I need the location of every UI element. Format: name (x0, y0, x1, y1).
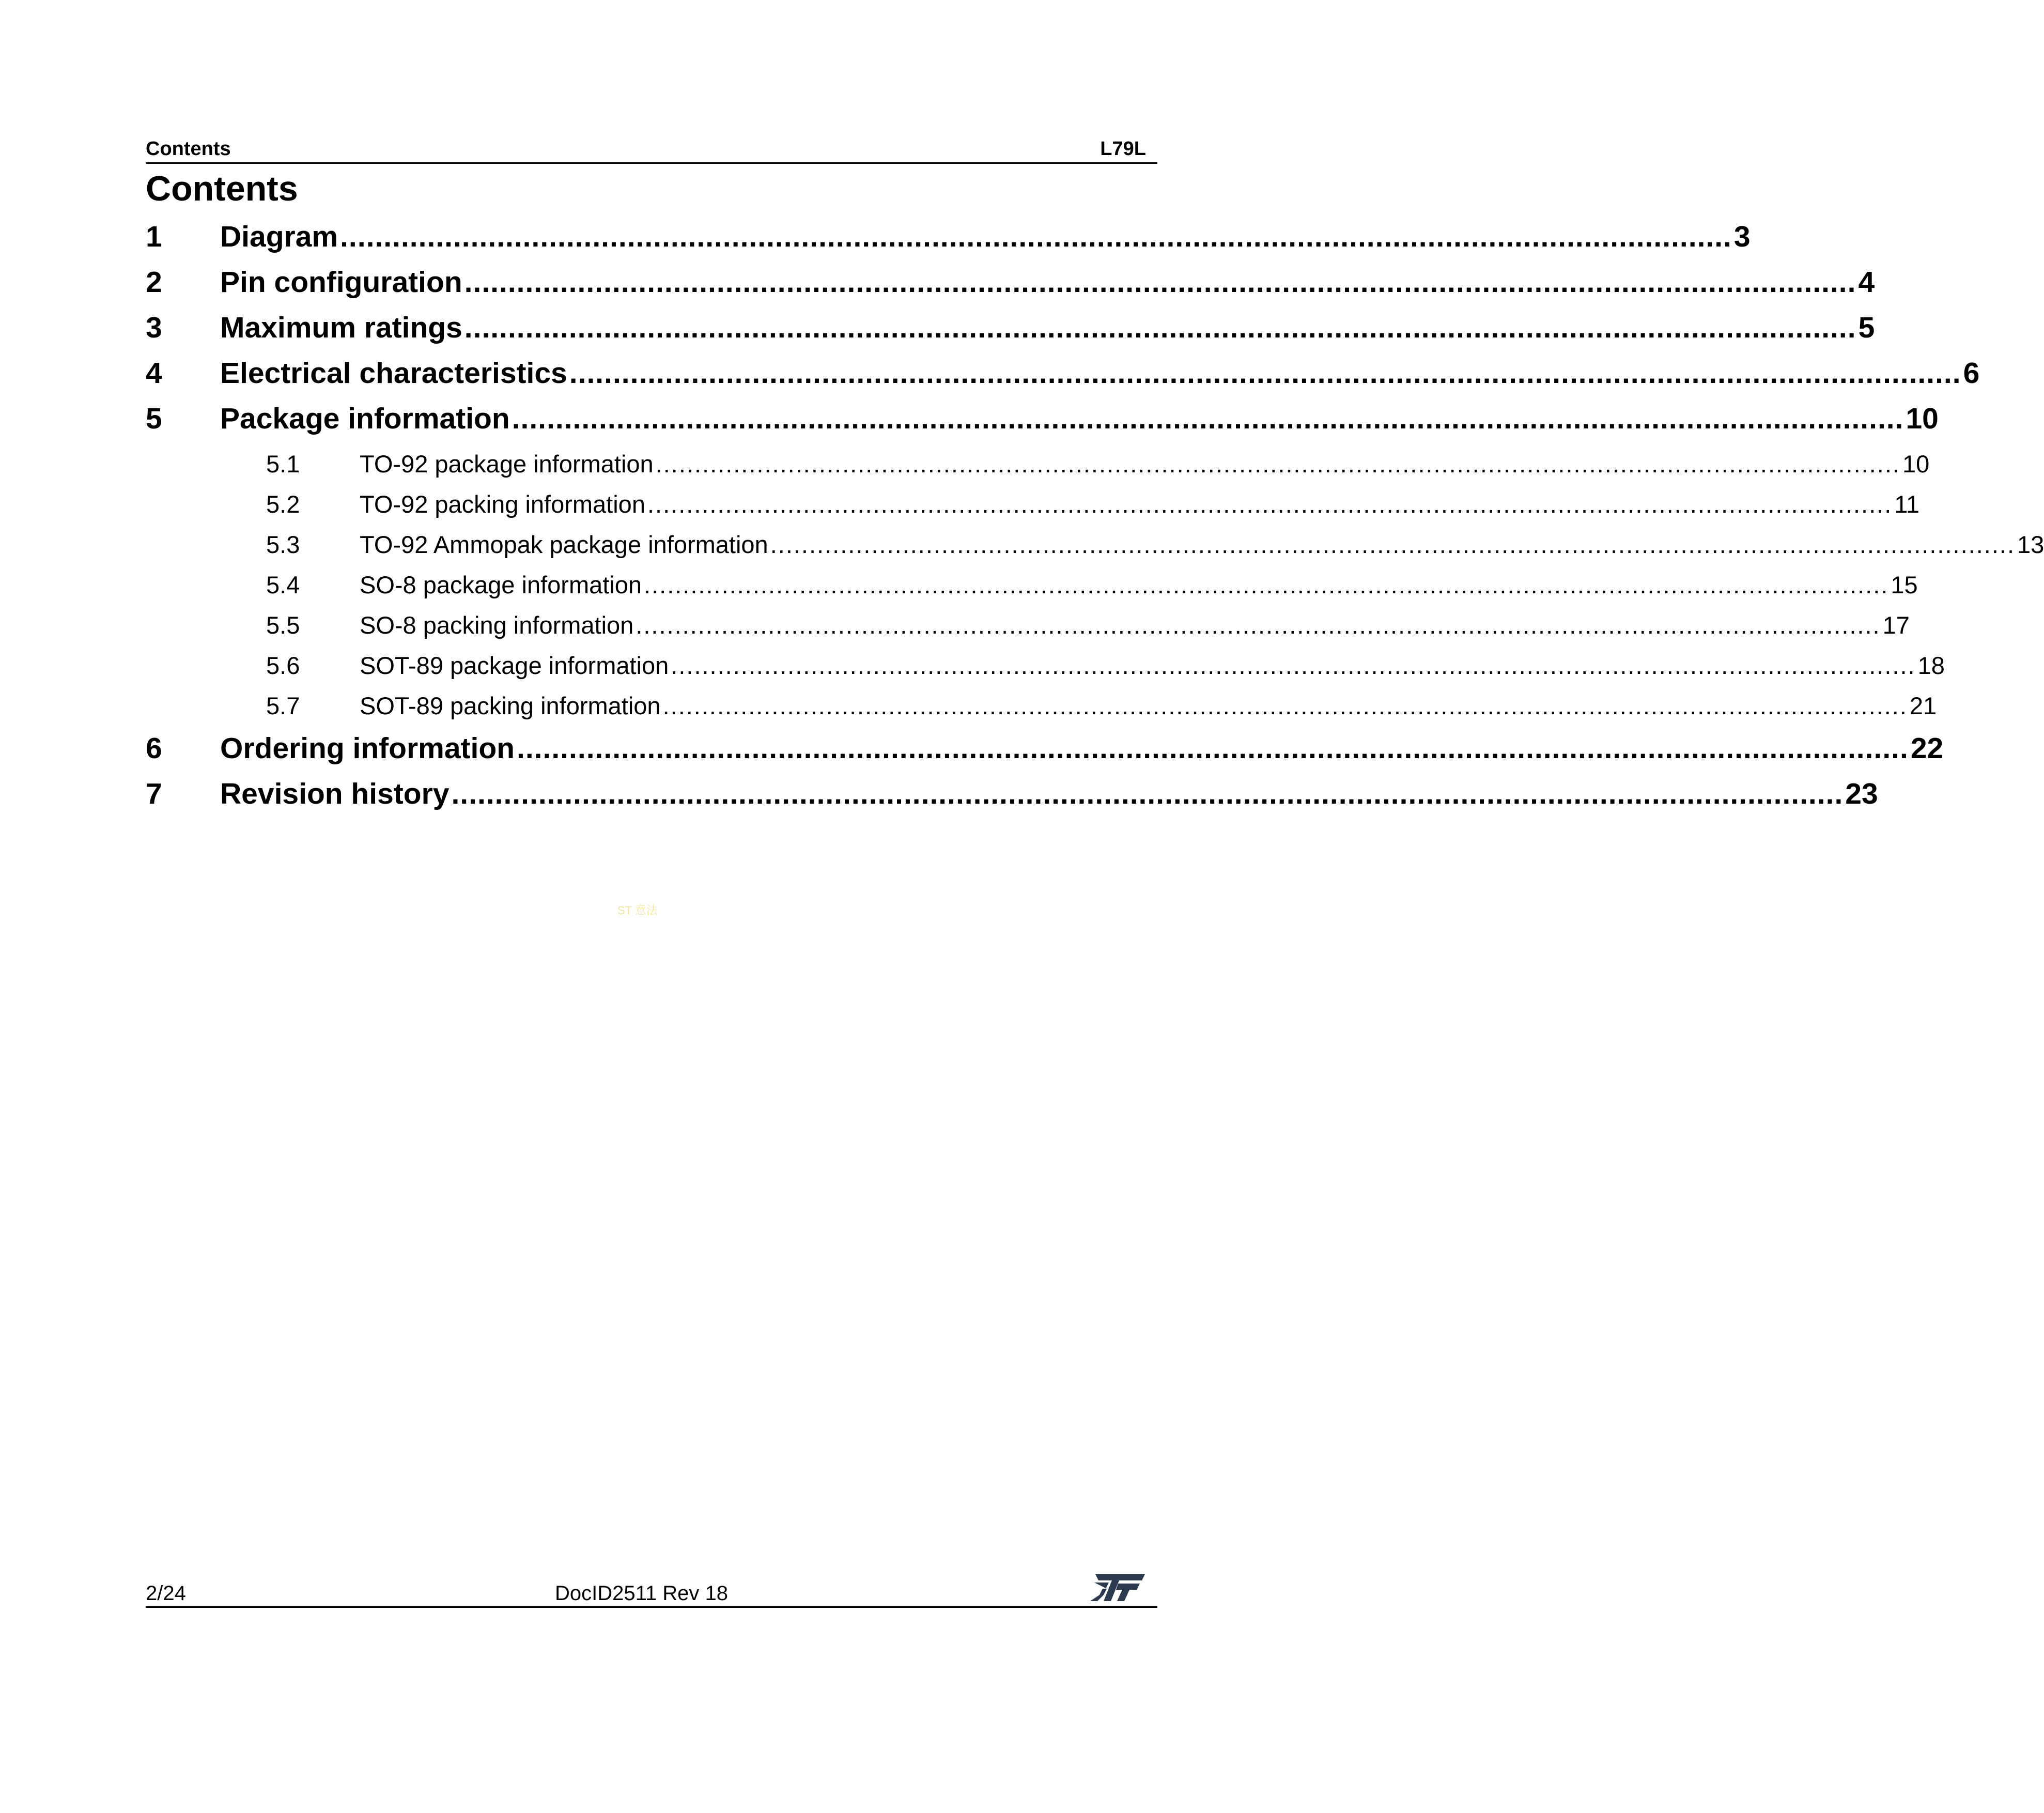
toc-label: TO-92 package information (360, 450, 654, 478)
toc-entry-revision-history[interactable] (146, 777, 1878, 813)
toc-leader-dots: ................................................................................................................................................................ (662, 692, 1908, 719)
toc-entry-package-information[interactable] (146, 402, 1939, 438)
toc-label: TO-92 packing information (360, 490, 645, 518)
toc-entry-so8-packing-information[interactable] (146, 611, 1910, 642)
toc-entry-sot89-package-information[interactable] (146, 651, 1945, 682)
toc-label: Pin configuration (220, 266, 462, 299)
toc-label: TO-92 Ammopak package information (360, 531, 768, 558)
toc-entry-so8-package-information[interactable] (146, 571, 1918, 602)
toc-page-number: 6 (1963, 357, 1980, 390)
toc-leader-dots: ................................................................................................................................................................ (517, 732, 1909, 765)
toc-number: 5.3 (266, 531, 300, 558)
toc-leader-dots: ................................................................................................................................................................ (340, 220, 1732, 253)
toc-label: Revision history (220, 777, 450, 810)
toc-entry-to92-packing-information[interactable] (146, 490, 1920, 521)
toc-number: 4 (146, 357, 162, 390)
toc-number: 7 (146, 777, 162, 810)
page-header (146, 135, 1157, 164)
toc-page-number: 22 (1910, 732, 1944, 765)
toc-label: Electrical characteristics (220, 357, 567, 390)
toc-page-number: 4 (1858, 266, 1875, 299)
toc-number: 2 (146, 266, 162, 299)
toc-entry-pin-configuration[interactable] (146, 265, 1875, 301)
toc-leader-dots: ................................................................................................................................................................ (451, 777, 1844, 810)
toc-leader-dots: ................................................................................................................................................................ (647, 490, 1893, 518)
toc-leader-dots: ................................................................................................................................................................ (770, 531, 2015, 558)
toc-leader-dots: ................................................................................................................................................................ (512, 402, 1904, 435)
toc-entry-maximum-ratings[interactable] (146, 311, 1875, 347)
toc-page-number: 15 (1891, 571, 1918, 598)
toc-leader-dots: ................................................................................................................................................................ (644, 571, 1889, 598)
toc-leader-dots: ................................................................................................................................................................ (655, 450, 1900, 478)
toc-leader-dots: ................................................................................................................................................................ (671, 652, 1916, 679)
toc-leader-dots: ................................................................................................................................................................ (464, 311, 1856, 344)
toc-label: SOT-89 packing information (360, 692, 661, 719)
toc-leader-dots: ................................................................................................................................................................ (569, 357, 1961, 390)
footer-doc-id: DocID2511 Rev 18 (555, 1582, 728, 1605)
toc-entry-electrical-characteristics[interactable] (146, 356, 1980, 392)
toc-number: 5 (146, 402, 162, 435)
toc-label: SO-8 packing information (360, 611, 634, 639)
toc-label: Package information (220, 402, 510, 435)
toc-page-number: 17 (1882, 611, 1910, 639)
page-footer (146, 1574, 1157, 1608)
toc-number: 3 (146, 311, 162, 344)
toc-number: 5.1 (266, 450, 300, 478)
toc-number: 5.6 (266, 652, 300, 679)
toc-label: SOT-89 package information (360, 652, 669, 679)
toc-page-number: 13 (2017, 531, 2044, 558)
watermark-text: ST 意法 (617, 904, 658, 917)
toc-number: 5.4 (266, 571, 300, 598)
toc-label: SO-8 package information (360, 571, 642, 598)
st-logo-icon (1088, 1572, 1146, 1603)
toc-number: 1 (146, 220, 162, 253)
toc-page-number: 11 (1894, 490, 1920, 518)
toc-leader-dots: ................................................................................................................................................................ (636, 611, 1881, 639)
toc-number: 5.5 (266, 611, 300, 639)
toc-entry-to92-ammopak-package-information[interactable] (146, 530, 2044, 561)
toc-leader-dots: ................................................................................................................................................................ (464, 266, 1856, 299)
toc-page-number: 23 (1845, 777, 1878, 810)
toc-number: 5.2 (266, 490, 300, 518)
toc-page-number: 10 (1902, 450, 1930, 478)
toc-label: Diagram (220, 220, 338, 253)
toc-page-number: 21 (1909, 692, 1937, 719)
toc-label: Maximum ratings (220, 311, 462, 344)
toc-entry-sot89-packing-information[interactable] (146, 692, 1937, 723)
page-title: Contents (146, 169, 298, 208)
toc-page-number: 10 (1906, 402, 1939, 435)
toc-label: Ordering information (220, 732, 515, 765)
toc-entry-ordering-information[interactable] (146, 731, 1944, 767)
header-section-title: Contents (146, 138, 231, 160)
toc-number: 5.7 (266, 692, 300, 719)
toc-number: 6 (146, 732, 162, 765)
footer-page-number: 2/24 (146, 1582, 186, 1605)
toc-entry-to92-package-information[interactable] (146, 450, 1930, 481)
toc-page-number: 5 (1858, 311, 1875, 344)
toc-entry-diagram[interactable] (146, 220, 1751, 256)
toc-page-number: 18 (1917, 652, 1945, 679)
toc-page-number: 3 (1733, 220, 1751, 253)
header-product-name: L79L (1100, 138, 1146, 160)
